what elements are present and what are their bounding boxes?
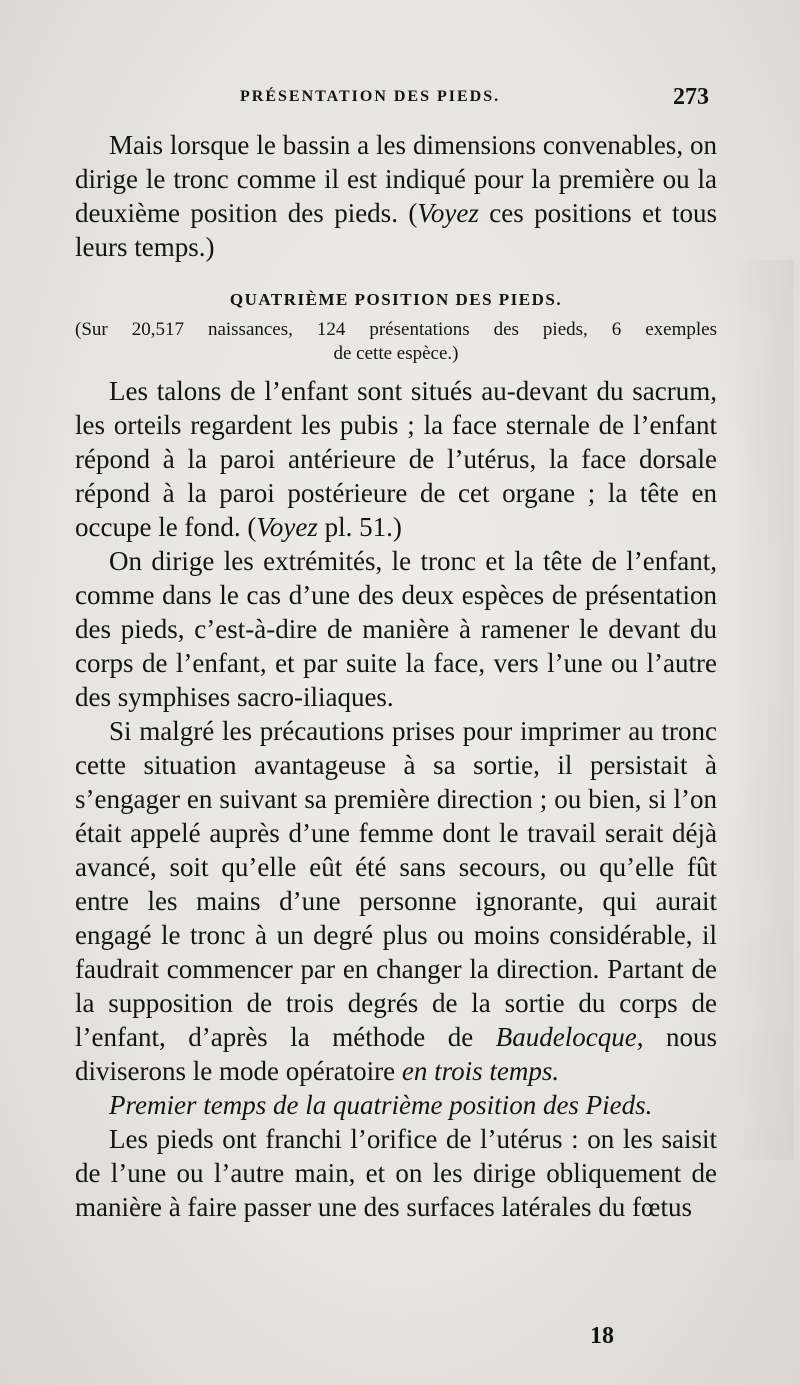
paragraph-1-tail: pl. 51.) (317, 512, 402, 542)
page-number: 273 (673, 84, 709, 110)
paragraph-4: Les pieds ont franchi l’orifice de l’utérus : on les saisit de l’une ou l’autre main, et on les dirige obliquement de manière à faire passer une des surfaces latérales du fœtus (75, 1124, 717, 1222)
section-heading: QUATRIÈME POSITION DES PIEDS. (229, 290, 563, 309)
paragraph-3-text: Si malgré les précautions prises pour imprimer au tronc cette situation avantageuse à sa sortie, il persistait à s’engager en suivant sa première direction ; ou bien, si l’on était appelé auprès d’une femme dont le travail serait déjà avancé, soit qu’elle eût été sans secours, ou qu’elle fût entre les mains d’une personne ignorante, qui aurait engagé le tronc à un degré plus ou moins considérable, il faudrait commencer par en changer la direction. Partant de la supposition de trois degrés de la sortie du corps de l’enfant, d’après la méthode de (75, 716, 717, 1052)
paragraph-1-text: Les talons de l’enfant sont situés au-devant du sacrum, les orteils regardent les pubis ; la face sternale de l’enfant répond à la paroi antérieure de l’utérus, la face dorsale répond à la paroi postérieure de cet organe ; la tête en occupe le fond. ( (75, 376, 717, 542)
intro-tail: ces positions et tous leurs temps.) (75, 198, 717, 262)
paragraph-3-italic-end: en trois temps. (401, 1056, 560, 1086)
paragraph-3-italic-name: Baudelocque (495, 1022, 637, 1052)
statistics-line-1: (Sur 20,517 naissances, 124 présentations des pieds, 6 exemples (75, 319, 717, 340)
intro-paragraph (75, 128, 717, 264)
statistics-line-2: de cette espèce.) (333, 343, 459, 364)
signature-mark: 18 (590, 1323, 614, 1349)
paragraph-2: On dirige les extrémités, le tronc et la tête de l’enfant, comme dans le cas d’une des deux espèces de présentation des pieds, c’est-à-dire de manière à ramener le devant du corps de l’enfant, et par suite la face, vers l’une ou l’autre des symphises sacro-iliaques. (75, 546, 717, 712)
paragraph-3 (75, 714, 717, 1088)
intro-text: Mais lorsque le bassin a les dimensions convenables, on dirige le tronc comme il est indiqué pour la première ou la deuxième position des pieds. ( (75, 130, 717, 228)
intro-italic: Voyez (417, 198, 479, 228)
body-text (75, 128, 717, 1224)
paragraph-1 (75, 374, 717, 544)
subsection-heading: Premier temps de la quatrième position des Pieds. (109, 1090, 653, 1120)
page-header (75, 82, 713, 116)
paragraph-3-mid: , nous diviserons le mode opératoire (75, 1022, 717, 1086)
statistics-note (75, 318, 717, 366)
paragraph-1-italic: Voyez (256, 512, 318, 542)
running-title: PRÉSENTATION DES PIEDS. (240, 88, 501, 105)
show-through-shading (734, 260, 794, 1160)
